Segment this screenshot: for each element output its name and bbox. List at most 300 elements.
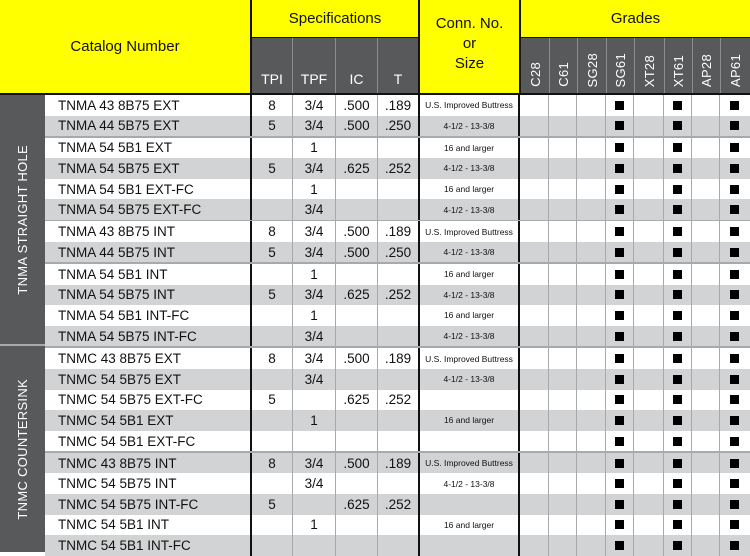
grade-cell-c28 [520, 410, 549, 431]
tpf-cell: 1 [293, 515, 336, 536]
grade-cell-ap28 [692, 264, 720, 285]
catalog-number-cell: TNMA 43 8B75 EXT [45, 95, 252, 116]
grade-cell-c61 [549, 179, 577, 200]
t-cell [378, 179, 420, 200]
t-cell [378, 410, 420, 431]
grade-available-marker-icon [730, 205, 739, 214]
tpi-cell [252, 473, 293, 494]
grade-cell-ap61 [720, 242, 749, 263]
grade-cell-sg28 [577, 431, 606, 452]
catalog-number-cell: TNMC 54 5B75 EXT [45, 369, 252, 390]
ic-cell [336, 473, 378, 494]
grade-cell-c28 [520, 348, 549, 369]
grade-cell-xt28 [634, 390, 664, 411]
tpf-cell: 3/4 [293, 473, 336, 494]
ic-cell [336, 179, 378, 200]
ic-cell [336, 515, 378, 536]
conn-size-cell: 4-1/2 - 13-3/8 [420, 473, 520, 494]
grade-cell-sg61 [606, 431, 634, 452]
grade-cell-c61 [549, 348, 577, 369]
conn-size-cell: U.S. Improved Buttress [420, 221, 520, 242]
grade-cell-sg61 [606, 453, 634, 474]
grade-cell-xt28 [634, 199, 664, 220]
grade-cell-ap28 [692, 348, 720, 369]
t-cell: .189 [378, 221, 420, 242]
grade-cell-xt28 [634, 305, 664, 326]
grade-available-marker-icon [730, 270, 739, 279]
grade-available-marker-icon [615, 248, 624, 257]
grade-cell-xt61 [664, 179, 692, 200]
grade-cell-c61 [549, 473, 577, 494]
grade-cell-sg61 [606, 390, 634, 411]
grade-col-c61: C61 [550, 38, 578, 93]
grade-cell-sg28 [577, 410, 606, 431]
grade-col-ap28: AP28 [693, 38, 721, 93]
catalog-number-cell: TNMA 44 5B75 EXT [45, 116, 252, 137]
grade-cell-c28 [520, 264, 549, 285]
tpf-cell: 1 [293, 410, 336, 431]
grade-cell-ap28 [692, 285, 720, 306]
grade-cell-xt61 [664, 158, 692, 179]
grade-available-marker-icon [615, 311, 624, 320]
grade-cell-ap61 [720, 116, 749, 137]
grade-cell-c61 [549, 535, 577, 556]
tpf-cell [293, 390, 336, 411]
grade-cell-xt61 [664, 116, 692, 137]
grade-cell-ap61 [720, 305, 749, 326]
conn-size-cell: 4-1/2 - 13-3/8 [420, 199, 520, 220]
tpf-cell [293, 494, 336, 515]
t-cell: .250 [378, 116, 420, 137]
grade-available-marker-icon [730, 500, 739, 509]
grade-available-marker-icon [615, 459, 624, 468]
grade-cell-ap28 [692, 515, 720, 536]
grade-cell-c61 [549, 369, 577, 390]
grade-cell-sg61 [606, 285, 634, 306]
tpi-cell: 5 [252, 116, 293, 137]
specifications-header: Specifications [252, 0, 420, 38]
grade-cell-c28 [520, 515, 549, 536]
t-cell: .250 [378, 242, 420, 263]
grade-cell-c28 [520, 285, 549, 306]
grade-available-marker-icon [673, 395, 682, 404]
grade-cell-xt28 [634, 285, 664, 306]
grade-available-marker-icon [615, 437, 624, 446]
grade-available-marker-icon [615, 332, 624, 341]
t-cell: .189 [378, 95, 420, 116]
grade-available-marker-icon [615, 143, 624, 152]
grade-available-marker-icon [673, 375, 682, 384]
grade-cell-xt61 [664, 410, 692, 431]
grades-header: Grades [521, 0, 750, 38]
tpf-cell: 1 [293, 264, 336, 285]
grade-available-marker-icon [673, 459, 682, 468]
grade-cell-xt61 [664, 221, 692, 242]
grade-available-marker-icon [730, 143, 739, 152]
grade-available-marker-icon [673, 500, 682, 509]
tpi-cell: 5 [252, 285, 293, 306]
conn-size-cell: 4-1/2 - 13-3/8 [420, 158, 520, 179]
grade-cell-sg28 [577, 473, 606, 494]
tpf-cell: 3/4 [293, 116, 336, 137]
catalog-number-cell: TNMA 43 8B75 INT [45, 221, 252, 242]
grade-cell-xt28 [634, 348, 664, 369]
grade-cell-sg61 [606, 138, 634, 159]
conn-size-cell: U.S. Improved Buttress [420, 348, 520, 369]
ic-cell [336, 305, 378, 326]
grade-cell-ap28 [692, 326, 720, 347]
grade-cell-c28 [520, 326, 549, 347]
ic-cell: .625 [336, 158, 378, 179]
ic-cell [336, 199, 378, 220]
tpf-cell: 1 [293, 179, 336, 200]
grade-cell-xt61 [664, 348, 692, 369]
grade-available-marker-icon [615, 416, 624, 425]
t-cell [378, 369, 420, 390]
grade-cell-ap61 [720, 285, 749, 306]
grade-cell-c61 [549, 305, 577, 326]
grade-cell-xt28 [634, 242, 664, 263]
tpf-cell: 3/4 [293, 326, 336, 347]
ic-cell [336, 138, 378, 159]
grade-available-marker-icon [673, 205, 682, 214]
grade-cell-sg28 [577, 242, 606, 263]
tpi-cell: 8 [252, 348, 293, 369]
grade-cell-ap28 [692, 158, 720, 179]
catalog-number-cell: TNMC 54 5B75 EXT-FC [45, 390, 252, 411]
tpf-cell: 3/4 [293, 95, 336, 116]
grade-cell-c28 [520, 494, 549, 515]
grade-cell-xt28 [634, 95, 664, 116]
t-cell [378, 264, 420, 285]
ic-cell [336, 369, 378, 390]
t-cell: .252 [378, 285, 420, 306]
ic-cell: .500 [336, 221, 378, 242]
tpf-cell: 3/4 [293, 221, 336, 242]
grade-cell-sg61 [606, 158, 634, 179]
grade-cell-ap28 [692, 410, 720, 431]
catalog-number-cell: TNMA 54 5B75 INT-FC [45, 326, 252, 347]
grade-cell-sg28 [577, 326, 606, 347]
ic-cell: .500 [336, 348, 378, 369]
grade-cell-sg61 [606, 348, 634, 369]
table-row [45, 116, 750, 137]
conn-size-cell: 16 and larger [420, 410, 520, 431]
grade-available-marker-icon [730, 541, 739, 550]
grade-cell-ap61 [720, 535, 749, 556]
grade-available-marker-icon [730, 437, 739, 446]
conn-size-cell: U.S. Improved Buttress [420, 95, 520, 116]
catalog-number-cell: TNMA 54 5B75 EXT-FC [45, 199, 252, 220]
conn-size-cell [420, 535, 520, 556]
grade-cell-ap61 [720, 138, 749, 159]
grade-cell-c28 [520, 431, 549, 452]
ic-cell: .625 [336, 285, 378, 306]
grade-cell-sg28 [577, 179, 606, 200]
table-row [45, 305, 750, 326]
grade-cell-xt61 [664, 494, 692, 515]
grade-cell-c28 [520, 369, 549, 390]
table-row [45, 473, 750, 494]
grade-cell-ap61 [720, 348, 749, 369]
grade-available-marker-icon [730, 375, 739, 384]
ic-cell [336, 326, 378, 347]
grade-cell-ap28 [692, 242, 720, 263]
grade-cell-ap28 [692, 431, 720, 452]
grade-cell-xt28 [634, 326, 664, 347]
table-row [45, 453, 750, 474]
conn-size-cell: U.S. Improved Buttress [420, 453, 520, 474]
tpi-cell: 8 [252, 95, 293, 116]
grade-cell-sg61 [606, 515, 634, 536]
grade-cell-xt28 [634, 515, 664, 536]
grade-cell-xt28 [634, 453, 664, 474]
tpf-cell [293, 535, 336, 556]
grade-cell-xt61 [664, 285, 692, 306]
grade-cell-ap61 [720, 431, 749, 452]
t-cell: .252 [378, 158, 420, 179]
conn-size-cell: 16 and larger [420, 264, 520, 285]
grade-cell-xt61 [664, 264, 692, 285]
spec-col-ic: IC [336, 38, 378, 93]
grade-available-marker-icon [615, 354, 624, 363]
grade-available-marker-icon [730, 459, 739, 468]
table-row [45, 326, 750, 347]
tpi-cell: 8 [252, 453, 293, 474]
grade-available-marker-icon [673, 437, 682, 446]
grade-cell-sg28 [577, 369, 606, 390]
conn-size-cell: 16 and larger [420, 138, 520, 159]
grade-available-marker-icon [730, 354, 739, 363]
grade-cell-xt28 [634, 221, 664, 242]
t-cell: .189 [378, 453, 420, 474]
spec-col-tpf: TPF [293, 38, 336, 93]
grade-available-marker-icon [730, 290, 739, 299]
grade-cell-ap28 [692, 369, 720, 390]
grade-col-xt28: XT28 [635, 38, 665, 93]
grade-cell-sg61 [606, 221, 634, 242]
tpf-cell [293, 431, 336, 452]
conn-size-cell [420, 494, 520, 515]
catalog-number-cell: TNMA 44 5B75 INT [45, 242, 252, 263]
catalog-number-cell: TNMA 54 5B75 INT [45, 285, 252, 306]
ic-cell: .500 [336, 116, 378, 137]
grade-cell-ap28 [692, 535, 720, 556]
grade-cell-sg28 [577, 199, 606, 220]
grade-cell-xt28 [634, 138, 664, 159]
grade-available-marker-icon [673, 311, 682, 320]
grade-cell-xt61 [664, 515, 692, 536]
grade-cell-c28 [520, 473, 549, 494]
grade-cell-ap61 [720, 369, 749, 390]
grade-cell-sg28 [577, 158, 606, 179]
t-cell [378, 535, 420, 556]
grade-cell-ap28 [692, 138, 720, 159]
grade-cell-c28 [520, 242, 549, 263]
conn-size-cell [420, 390, 520, 411]
grade-cell-sg28 [577, 264, 606, 285]
grade-available-marker-icon [615, 185, 624, 194]
grade-cell-sg28 [577, 494, 606, 515]
grade-available-marker-icon [615, 227, 624, 236]
grade-cell-xt61 [664, 138, 692, 159]
catalog-number-cell: TNMC 54 5B1 INT-FC [45, 535, 252, 556]
grade-cell-sg28 [577, 116, 606, 137]
conn-size-cell: 16 and larger [420, 515, 520, 536]
grade-cell-c61 [549, 285, 577, 306]
table-row [45, 494, 750, 515]
grade-available-marker-icon [673, 101, 682, 110]
grade-available-marker-icon [730, 416, 739, 425]
grade-available-marker-icon [730, 520, 739, 529]
conn-size-cell: 4-1/2 - 13-3/8 [420, 116, 520, 137]
grade-cell-ap28 [692, 199, 720, 220]
t-cell [378, 326, 420, 347]
grade-cell-c61 [549, 431, 577, 452]
grade-cell-sg28 [577, 138, 606, 159]
conn-size-cell [420, 431, 520, 452]
grade-available-marker-icon [730, 248, 739, 257]
grade-cell-c28 [520, 179, 549, 200]
grade-cell-sg61 [606, 242, 634, 263]
catalog-number-cell: TNMA 54 5B1 INT-FC [45, 305, 252, 326]
grade-cell-c61 [549, 326, 577, 347]
grade-cell-ap61 [720, 179, 749, 200]
catalog-number-cell: TNMC 54 5B1 INT [45, 515, 252, 536]
tpf-cell: 3/4 [293, 348, 336, 369]
grade-cell-xt28 [634, 494, 664, 515]
tpi-cell [252, 515, 293, 536]
grade-cell-c28 [520, 158, 549, 179]
grade-cell-ap28 [692, 116, 720, 137]
grade-cell-ap28 [692, 390, 720, 411]
table-row [45, 199, 750, 220]
grade-available-marker-icon [615, 270, 624, 279]
conn-size-cell: 4-1/2 - 13-3/8 [420, 369, 520, 390]
grade-cell-ap28 [692, 305, 720, 326]
grade-cell-xt61 [664, 305, 692, 326]
conn-size-cell: 16 and larger [420, 179, 520, 200]
grade-cell-c61 [549, 116, 577, 137]
grade-cell-ap61 [720, 515, 749, 536]
grade-cell-c61 [549, 515, 577, 536]
table-row [45, 410, 750, 431]
grade-cell-xt28 [634, 116, 664, 137]
catalog-number-cell: TNMC 54 5B75 INT-FC [45, 494, 252, 515]
table-row [45, 95, 750, 116]
grade-cell-sg28 [577, 535, 606, 556]
grade-cell-xt61 [664, 369, 692, 390]
grade-available-marker-icon [673, 479, 682, 488]
tpf-cell: 3/4 [293, 453, 336, 474]
grade-col-c28: C28 [521, 38, 550, 93]
grade-cell-sg61 [606, 95, 634, 116]
tpf-cell: 3/4 [293, 285, 336, 306]
grade-available-marker-icon [615, 205, 624, 214]
grade-cell-ap61 [720, 494, 749, 515]
grade-available-marker-icon [615, 101, 624, 110]
grade-col-sg61: SG61 [607, 38, 635, 93]
grade-available-marker-icon [673, 164, 682, 173]
grade-cell-xt61 [664, 431, 692, 452]
grade-available-marker-icon [673, 227, 682, 236]
grade-available-marker-icon [673, 332, 682, 341]
grade-available-marker-icon [615, 541, 624, 550]
grade-available-marker-icon [730, 227, 739, 236]
tpf-cell: 3/4 [293, 199, 336, 220]
grade-cell-c28 [520, 116, 549, 137]
grade-available-marker-icon [673, 520, 682, 529]
grade-cell-c61 [549, 494, 577, 515]
grade-cell-xt61 [664, 326, 692, 347]
grade-available-marker-icon [673, 541, 682, 550]
t-cell: .252 [378, 494, 420, 515]
catalog-number-cell: TNMC 54 5B1 EXT-FC [45, 431, 252, 452]
grade-cell-sg28 [577, 390, 606, 411]
tpf-cell: 3/4 [293, 369, 336, 390]
grade-cell-xt28 [634, 473, 664, 494]
grade-cell-sg28 [577, 305, 606, 326]
table-row [45, 535, 750, 556]
ic-cell [336, 410, 378, 431]
catalog-number-cell: TNMA 54 5B1 EXT [45, 138, 252, 159]
tpi-cell [252, 369, 293, 390]
grade-col-sg28: SG28 [578, 38, 607, 93]
grade-cell-xt28 [634, 369, 664, 390]
spec-col-t: T [378, 38, 420, 93]
grade-available-marker-icon [730, 185, 739, 194]
grade-cell-c28 [520, 138, 549, 159]
grade-cell-sg61 [606, 494, 634, 515]
conn-size-cell: 4-1/2 - 13-3/8 [420, 242, 520, 263]
tpi-cell: 5 [252, 242, 293, 263]
spec-col-tpi: TPI [252, 38, 293, 93]
grade-cell-c61 [549, 158, 577, 179]
ic-cell: .500 [336, 95, 378, 116]
grade-cell-ap61 [720, 95, 749, 116]
grade-available-marker-icon [730, 311, 739, 320]
grade-cell-ap61 [720, 453, 749, 474]
grade-cell-c61 [549, 390, 577, 411]
grade-col-ap61: AP61 [721, 38, 750, 93]
grade-available-marker-icon [615, 164, 624, 173]
grade-cell-sg61 [606, 199, 634, 220]
grade-cell-xt61 [664, 199, 692, 220]
grade-available-marker-icon [615, 479, 624, 488]
grade-available-marker-icon [673, 416, 682, 425]
grade-available-marker-icon [615, 290, 624, 299]
conn-size-header: Conn. No. or Size [420, 0, 521, 93]
t-cell: .252 [378, 390, 420, 411]
grade-available-marker-icon [730, 332, 739, 341]
t-cell [378, 138, 420, 159]
grade-available-marker-icon [730, 101, 739, 110]
grade-cell-ap28 [692, 179, 720, 200]
grade-cell-sg61 [606, 369, 634, 390]
grade-cell-c28 [520, 390, 549, 411]
grade-available-marker-icon [673, 354, 682, 363]
grade-cell-c28 [520, 221, 549, 242]
grade-available-marker-icon [673, 143, 682, 152]
grade-available-marker-icon [615, 500, 624, 509]
grade-cell-c61 [549, 410, 577, 431]
grade-cell-sg28 [577, 221, 606, 242]
tpi-cell: 5 [252, 494, 293, 515]
grade-cell-sg28 [577, 515, 606, 536]
grade-cell-c28 [520, 305, 549, 326]
catalog-number-cell: TNMC 54 5B1 EXT [45, 410, 252, 431]
grade-cell-c61 [549, 264, 577, 285]
